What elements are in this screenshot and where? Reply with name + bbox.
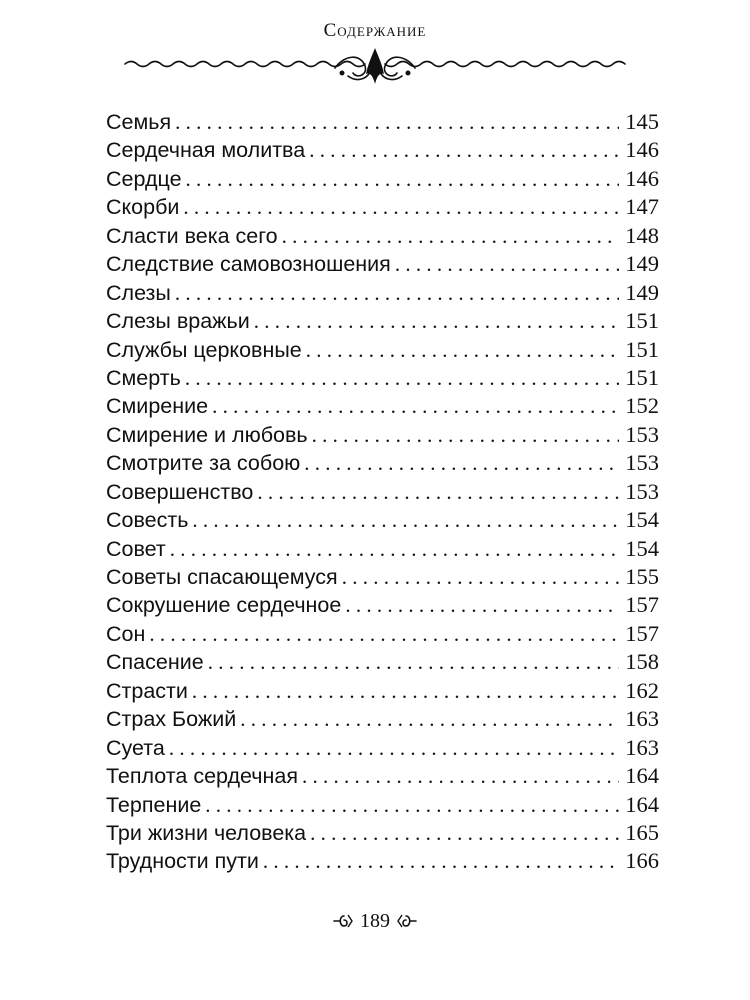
toc-dot-leader bbox=[192, 677, 619, 705]
toc-entry-title: Смерть bbox=[106, 365, 181, 390]
toc-dot-leader bbox=[345, 591, 619, 619]
header-ornament-divider bbox=[120, 44, 630, 90]
toc-entry-page: 146 bbox=[625, 137, 659, 163]
toc-dot-leader bbox=[309, 136, 619, 164]
toc-entry bbox=[106, 478, 659, 506]
toc-entry-page: 151 bbox=[625, 364, 659, 390]
toc-entry-page: 153 bbox=[625, 450, 659, 476]
toc-entry-title: Совесть bbox=[106, 508, 189, 533]
toc-entry-page: 154 bbox=[625, 507, 659, 533]
toc-entry-page: 166 bbox=[625, 848, 659, 874]
toc-entry bbox=[106, 648, 659, 676]
toc-entry-title: Совет bbox=[106, 536, 166, 561]
toc-entry bbox=[106, 222, 659, 250]
toc-dot-leader bbox=[192, 506, 619, 534]
toc-entry-title: Сокрушение сердечное bbox=[106, 593, 342, 618]
toc-entry bbox=[106, 791, 659, 819]
table-of-contents bbox=[106, 108, 659, 876]
toc-entry bbox=[106, 279, 659, 307]
toc-entry-page: 146 bbox=[625, 165, 659, 191]
toc-dot-leader bbox=[312, 421, 620, 449]
toc-dot-leader bbox=[395, 250, 619, 278]
toc-dot-leader bbox=[263, 847, 619, 875]
toc-entry-title: Смирение и любовь bbox=[106, 422, 308, 447]
toc-entry-title: Слезы bbox=[106, 280, 171, 305]
toc-entry-title: Службы церковные bbox=[106, 337, 302, 362]
toc-entry bbox=[106, 847, 659, 875]
toc-entry-page: 151 bbox=[625, 336, 659, 362]
toc-dot-leader bbox=[170, 535, 619, 563]
toc-dot-leader bbox=[302, 762, 619, 790]
toc-entry-page: 145 bbox=[625, 109, 659, 134]
toc-entry-page: 163 bbox=[625, 706, 659, 732]
toc-dot-leader bbox=[185, 364, 619, 392]
toc-dot-leader bbox=[175, 108, 619, 136]
page-number: 189 bbox=[360, 909, 390, 932]
toc-entry-page: 158 bbox=[625, 649, 659, 675]
toc-dot-leader bbox=[175, 279, 619, 307]
toc-entry-page: 165 bbox=[625, 819, 659, 845]
toc-entry-page: 155 bbox=[625, 564, 659, 589]
toc-entry-page: 164 bbox=[625, 763, 659, 789]
toc-entry bbox=[106, 705, 659, 733]
toc-entry-title: Сердце bbox=[106, 166, 182, 191]
toc-entry bbox=[106, 734, 659, 762]
toc-entry-page: 154 bbox=[625, 535, 659, 561]
toc-dot-leader bbox=[257, 478, 619, 506]
toc-entry-title: Сердечная молитва bbox=[106, 138, 306, 163]
toc-dot-leader bbox=[342, 563, 620, 591]
toc-entry-page: 164 bbox=[625, 791, 659, 817]
toc-entry bbox=[106, 506, 659, 534]
toc-entry bbox=[106, 165, 659, 193]
toc-dot-leader bbox=[169, 734, 619, 762]
toc-entry bbox=[106, 250, 659, 278]
toc-entry-page: 147 bbox=[625, 194, 659, 220]
toc-entry-title: Страх Божий bbox=[106, 707, 237, 732]
toc-dot-leader bbox=[212, 392, 619, 420]
toc-entry-title: Три жизни человека bbox=[106, 820, 307, 845]
toc-entry-page: 152 bbox=[625, 393, 659, 419]
toc-dot-leader bbox=[310, 819, 619, 847]
toc-entry bbox=[106, 677, 659, 705]
toc-entry bbox=[106, 591, 659, 619]
toc-dot-leader bbox=[306, 336, 620, 364]
toc-entry-title: Страсти bbox=[106, 678, 188, 703]
toc-dot-leader bbox=[240, 705, 619, 733]
toc-entry bbox=[106, 108, 659, 136]
toc-dot-leader bbox=[205, 791, 619, 819]
toc-entry bbox=[106, 535, 659, 563]
toc-entry bbox=[106, 136, 659, 164]
toc-entry-title: Сласти века сего bbox=[106, 223, 278, 248]
toc-entry-title: Смирение bbox=[106, 394, 209, 419]
toc-dot-leader bbox=[208, 648, 620, 676]
toc-entry-page: 153 bbox=[625, 478, 659, 504]
toc-entry-title: Совершенство bbox=[106, 479, 254, 504]
toc-entry bbox=[106, 563, 659, 591]
running-header-title: Содержание bbox=[323, 20, 427, 41]
toc-entry-page: 162 bbox=[625, 677, 659, 703]
toc-dot-leader bbox=[183, 193, 619, 221]
toc-entry-page: 149 bbox=[625, 279, 659, 305]
toc-entry bbox=[106, 762, 659, 790]
toc-entry-page: 157 bbox=[625, 592, 659, 618]
toc-entry-title: Слезы вражьи bbox=[106, 309, 250, 334]
toc-entry bbox=[106, 364, 659, 392]
toc-dot-leader bbox=[304, 449, 619, 477]
toc-dot-leader bbox=[186, 165, 620, 193]
toc-entry-page: 151 bbox=[625, 308, 659, 334]
toc-entry-page: 163 bbox=[625, 734, 659, 760]
toc-entry-title: Смотрите за собою bbox=[106, 451, 301, 476]
toc-entry-title: Следствие самовозношения bbox=[106, 252, 391, 277]
toc-entry-title: Терпение bbox=[106, 792, 202, 817]
toc-entry-title: Сон bbox=[106, 621, 146, 646]
toc-entry bbox=[106, 421, 659, 449]
toc-entry-title: Семья bbox=[106, 110, 172, 134]
toc-entry bbox=[106, 819, 659, 847]
toc-dot-leader bbox=[282, 222, 620, 250]
toc-entry-page: 149 bbox=[625, 251, 659, 277]
toc-entry-title: Спасение bbox=[106, 650, 204, 675]
toc-dot-leader bbox=[254, 307, 619, 335]
toc-entry-page: 148 bbox=[625, 222, 659, 248]
toc-entry bbox=[106, 392, 659, 420]
toc-entry bbox=[106, 449, 659, 477]
toc-entry bbox=[106, 336, 659, 364]
toc-entry bbox=[106, 307, 659, 335]
toc-entry-page: 157 bbox=[625, 620, 659, 646]
toc-dot-leader bbox=[149, 620, 619, 648]
footer-right-ornament bbox=[396, 912, 418, 930]
toc-entry-title: Теплота сердечная bbox=[106, 764, 298, 789]
toc-entry-title: Советы спасающемуся bbox=[106, 565, 338, 589]
page-footer bbox=[0, 908, 750, 934]
toc-entry-page: 153 bbox=[625, 421, 659, 447]
toc-entry-title: Трудности пути bbox=[106, 849, 259, 874]
toc-entry bbox=[106, 620, 659, 648]
toc-entry bbox=[106, 193, 659, 221]
footer-left-ornament bbox=[332, 912, 354, 930]
toc-entry-title: Скорби bbox=[106, 195, 180, 220]
toc-entry-title: Суета bbox=[106, 735, 165, 760]
